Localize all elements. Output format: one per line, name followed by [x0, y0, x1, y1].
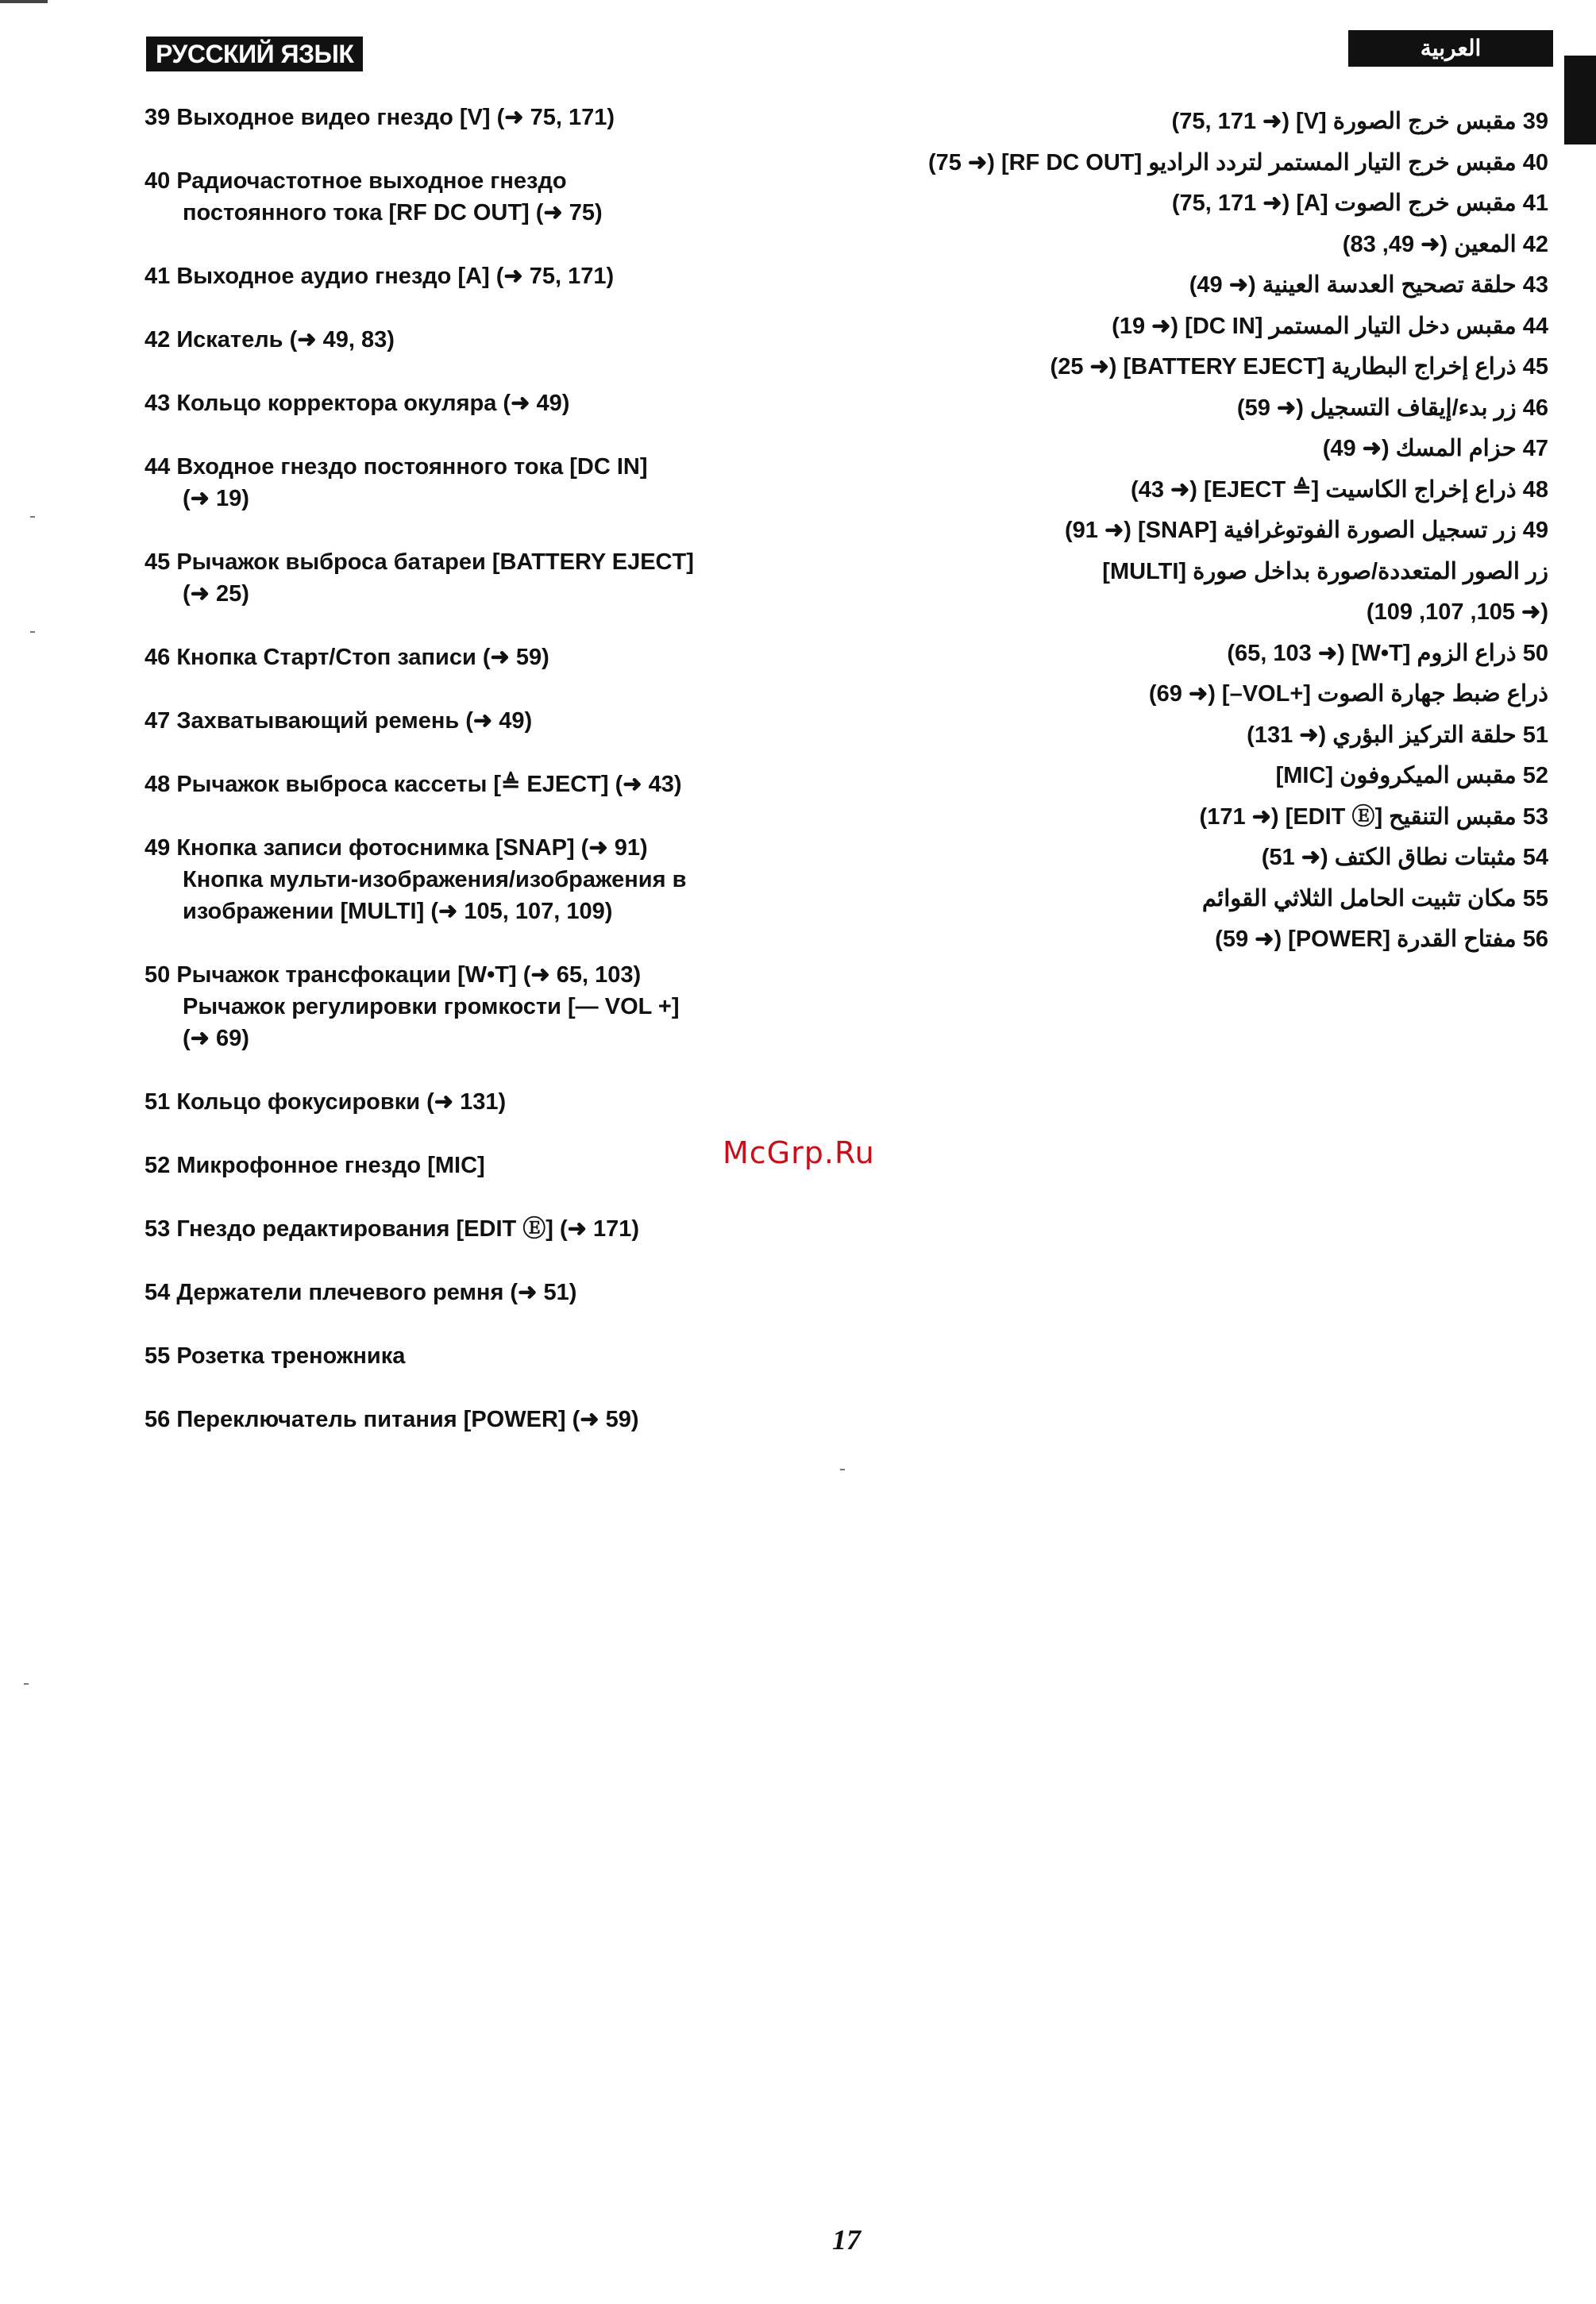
russian-parts-list — [145, 102, 859, 1467]
list-item: (➜ 105, 107, 109) — [1366, 599, 1548, 625]
list-item: 56 Переключатель питания [POWER] (➜ 59) — [145, 1407, 639, 1432]
list-item: 49 زر تسجيل الصورة الفوتوغرافية [SNAP] (➜ 91) — [1064, 518, 1548, 543]
list-item: 39 مقبس خرج الصورة [V] (➜ 75, 171) — [1171, 109, 1548, 134]
list-item: 48 Рычажок выброса кассеты [≜ EJECT] (➜ 43) — [145, 772, 682, 797]
watermark: McGrp.Ru — [723, 1135, 875, 1170]
list-item: 54 Держатели плечевого ремня (➜ 51) — [145, 1280, 577, 1305]
scan-speck — [24, 1683, 29, 1685]
list-item: 48 ذراع إخراج الكاسيت [≜ EJECT] (➜ 43) — [1131, 476, 1548, 503]
list-item: ذراع ضبط جهارة الصوت [+VOL–] (➜ 69) — [1148, 681, 1548, 707]
list-item: 49 Кнопка записи фотоснимка [SNAP] (➜ 91) Кнопка мульти-изображения/изображения в изображении [MULTI] (➜ 105, 107, 109) — [145, 835, 687, 924]
list-item: 46 زر بدء/إيقاف التسجيل (➜ 59) — [1236, 395, 1548, 421]
list-item: 39 Выходное видео гнездо [V] (➜ 75, 171) — [145, 105, 615, 130]
list-item: 54 مثبتات نطاق الكتف (➜ 51) — [1261, 845, 1548, 870]
list-item: زر الصور المتعددة/صورة بداخل صورة [MULTI] — [1102, 558, 1548, 584]
list-item: 42 Искатель (➜ 49, 83) — [145, 327, 395, 353]
list-item: 47 حزام المسك (➜ 49) — [1322, 436, 1548, 461]
list-item: 50 ذراع الزوم [W•T] (➜ 65, 103) — [1227, 640, 1548, 666]
list-item: 45 ذراع إخراج البطارية [BATTERY EJECT] (➜ 25) — [1050, 354, 1548, 380]
list-item: 42 المعين (➜ 49, 83) — [1342, 231, 1548, 257]
list-item: 55 مكان تثبيت الحامل الثلاثي القوائم — [1201, 885, 1548, 911]
list-item: 40 مقبس خرج التيار المستمر لتردد الراديو [RF DC OUT] (➜ 75) — [927, 149, 1548, 175]
list-item: 44 مقبس دخل التيار المستمر [DC IN] (➜ 19) — [1112, 313, 1548, 339]
list-item: 44 Входное гнездо постоянного тока [DC IN] (➜ 19) — [145, 454, 648, 511]
scan-corner-mark — [0, 0, 48, 3]
list-item: 40 Радиочастотное выходное гнездо постоянного тока [RF DC OUT] (➜ 75) — [145, 168, 603, 225]
list-item: 52 Микрофонное гнездо [MIC] — [145, 1153, 485, 1178]
list-item: 53 مقبس التنقيح [EDIT Ⓔ] (➜ 171) — [1199, 803, 1548, 830]
russian-section-header: РУССКИЙ ЯЗЫК — [146, 37, 363, 71]
scan-speck — [30, 631, 35, 633]
scan-speck — [840, 1469, 845, 1470]
list-item: 55 Розетка треножника — [145, 1343, 406, 1369]
list-item: 47 Захватывающий ремень (➜ 49) — [145, 708, 533, 734]
list-item: 46 Кнопка Старт/Стоп записи (➜ 59) — [145, 645, 549, 670]
list-item: 53 Гнездо редактирования [EDIT Ⓔ] (➜ 171) — [145, 1216, 640, 1242]
arabic-parts-list — [850, 102, 1548, 961]
list-item: 43 حلقة تصحيح العدسة العينية (➜ 49) — [1189, 272, 1548, 298]
list-item: 43 Кольцо корректора окуляра (➜ 49) — [145, 391, 570, 416]
list-item: 41 مقبس خرج الصوت [A] (➜ 75, 171) — [1171, 191, 1548, 216]
list-item: 45 Рычажок выброса батареи [BATTERY EJECT] (➜ 25) — [145, 549, 694, 607]
list-item: 56 مفتاح القدرة [POWER] (➜ 59) — [1215, 927, 1548, 952]
arabic-section-header: العربية — [1348, 30, 1553, 67]
list-item: 41 Выходное аудио гнездо [A] (➜ 75, 171) — [145, 264, 615, 289]
scan-speck — [30, 516, 35, 518]
language-side-tab — [1564, 56, 1596, 144]
list-item: 52 مقبس الميكروفون [MIC] — [1275, 763, 1548, 788]
list-item: 50 Рычажок трансфокации [W•T] (➜ 65, 103) Рычажок регулировки громкости [— VOL +] (➜ 69) — [145, 962, 680, 1051]
list-item: 51 Кольцо фокусировки (➜ 131) — [145, 1089, 507, 1115]
page-number: 17 — [832, 2224, 861, 2256]
list-item: 51 حلقة التركيز البؤري (➜ 131) — [1247, 722, 1548, 748]
